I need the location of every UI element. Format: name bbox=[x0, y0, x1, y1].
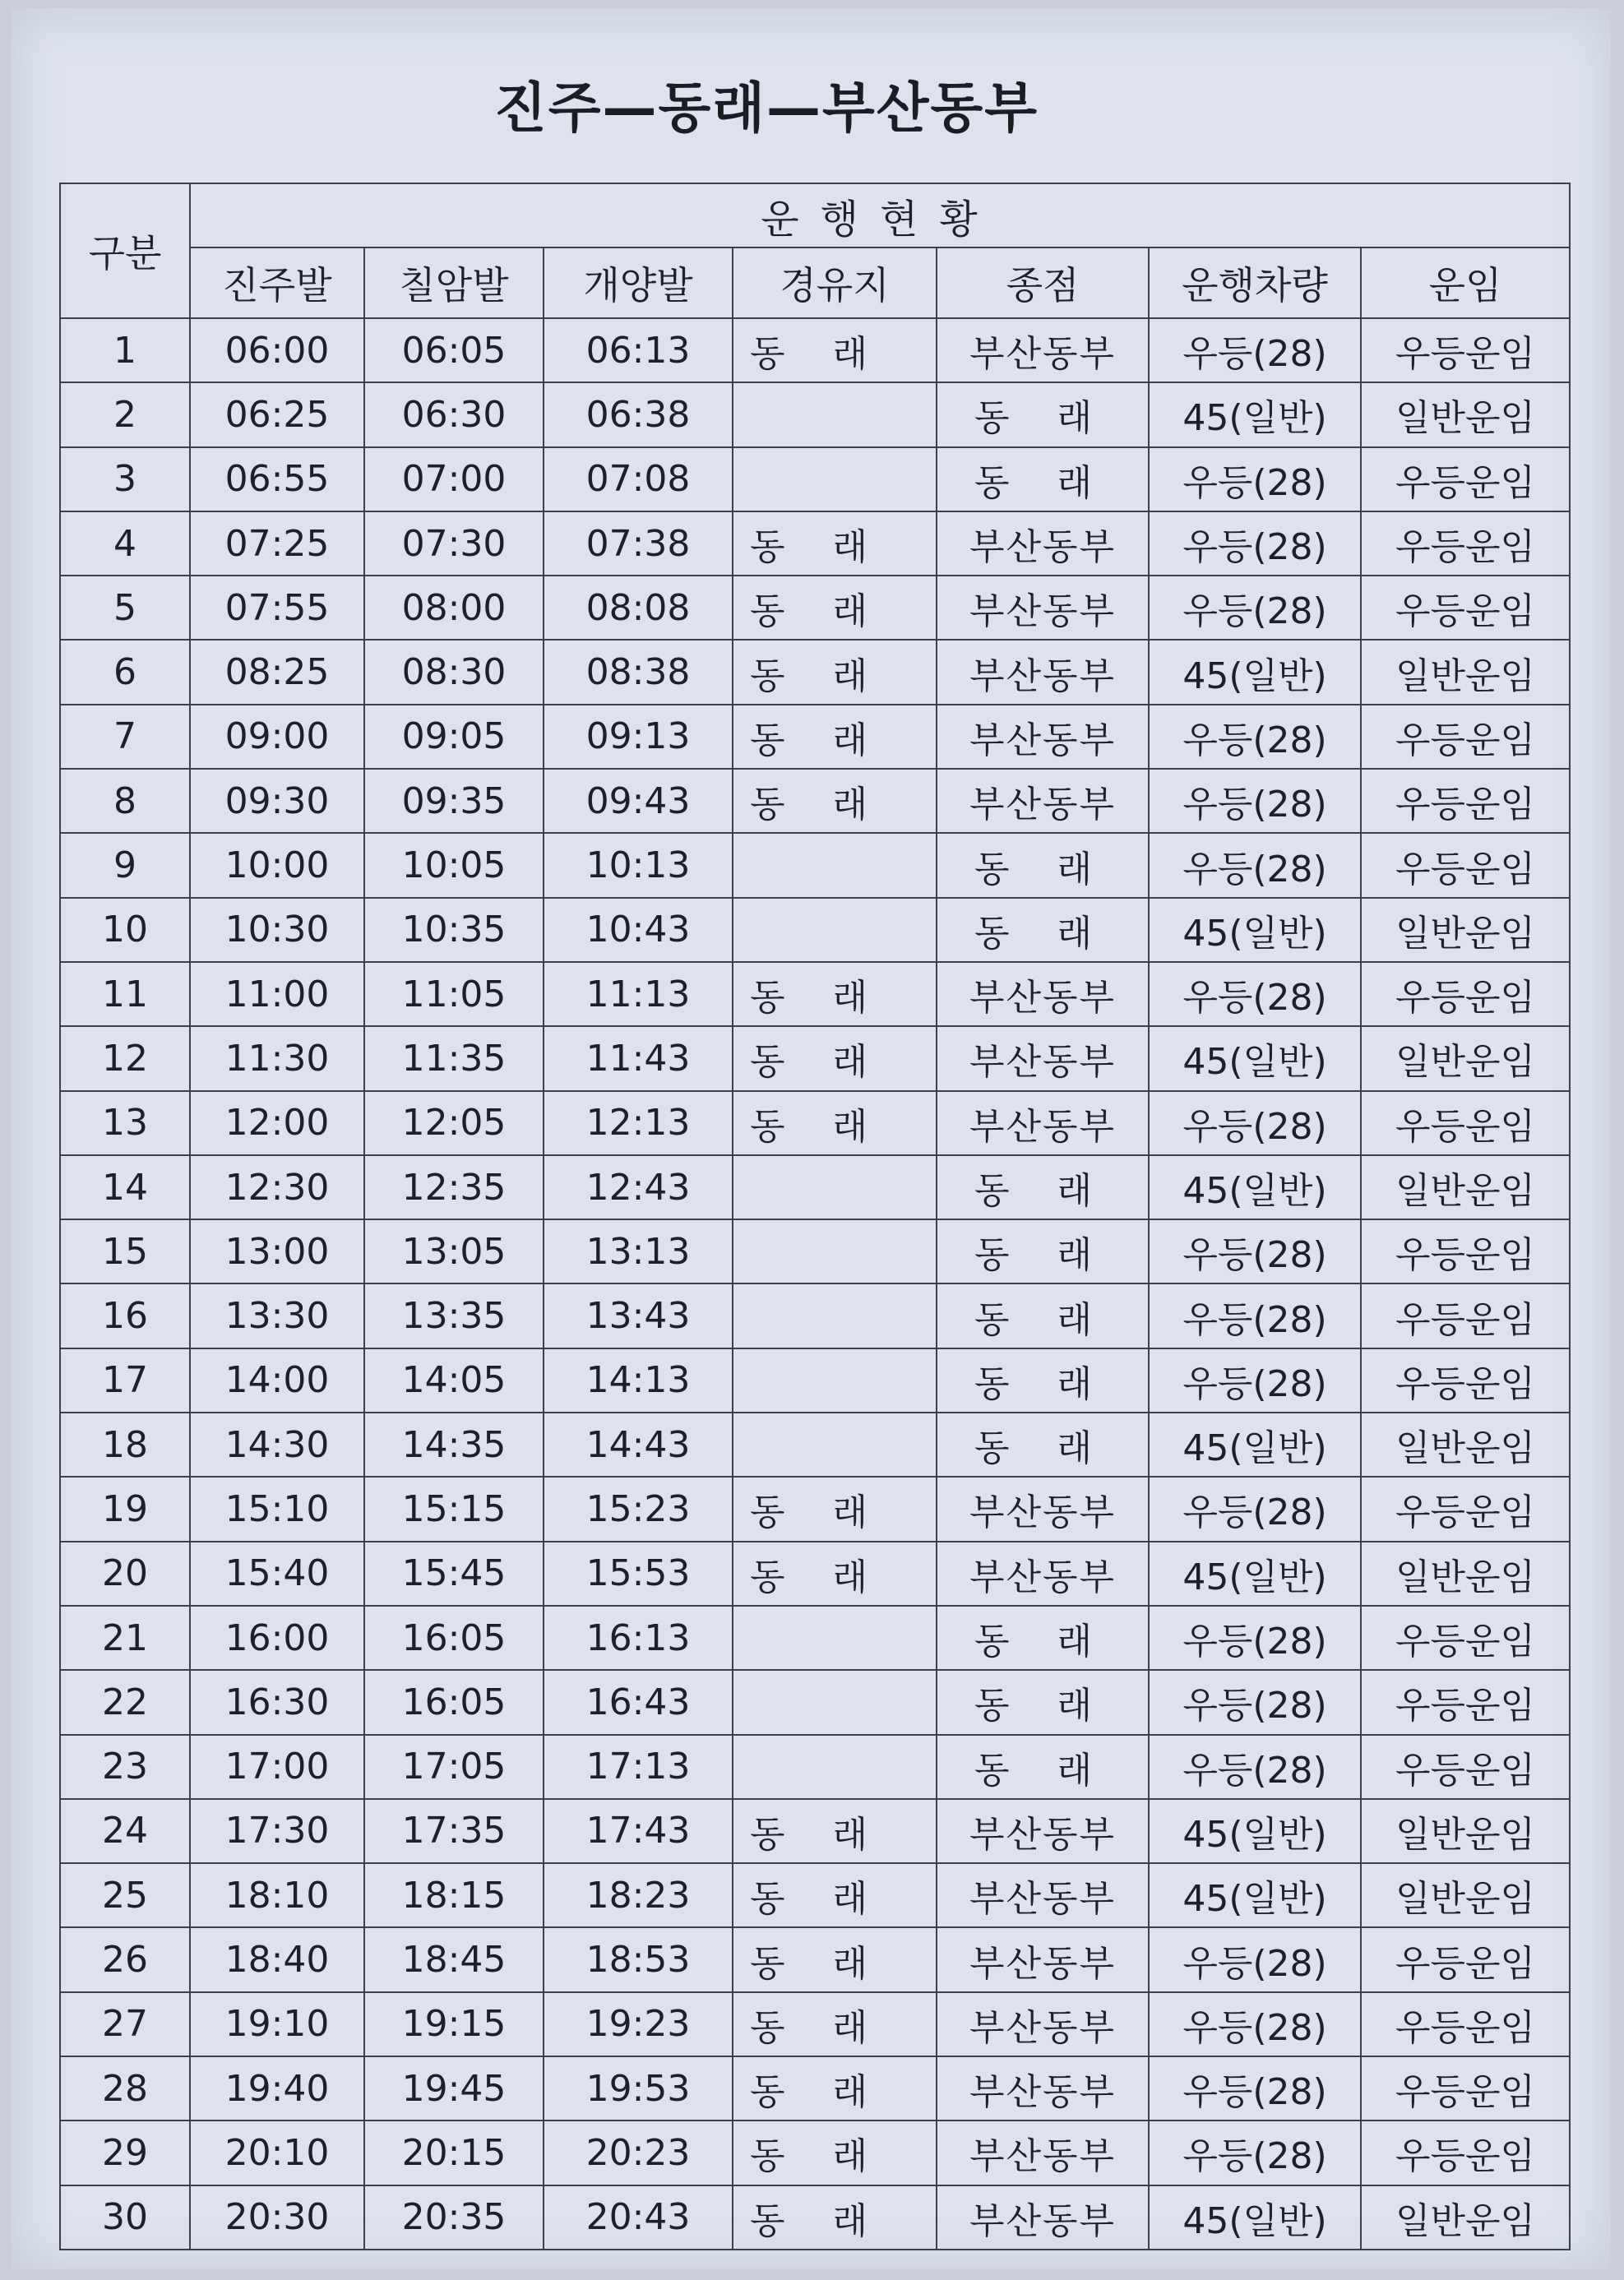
destination-cell: 부산동부 bbox=[937, 318, 1149, 382]
fare-cell: 일반운임 bbox=[1361, 1413, 1570, 1477]
fare-cell: 우등운임 bbox=[1361, 511, 1570, 576]
destination-cell: 부산동부 bbox=[937, 576, 1149, 640]
table-row bbox=[60, 1735, 1570, 1799]
fare-cell: 일반운임 bbox=[1361, 1026, 1570, 1090]
via-cell bbox=[733, 1219, 937, 1283]
destination-cell: 동 래 bbox=[937, 1348, 1149, 1413]
gaeyang-departure-cell: 06:38 bbox=[544, 382, 733, 446]
chilam-departure-cell: 20:15 bbox=[364, 2120, 544, 2185]
header-gubun: 구분 bbox=[60, 183, 190, 318]
chilam-departure-cell: 09:35 bbox=[364, 769, 544, 833]
via-cell: 동 래 bbox=[733, 2120, 937, 2185]
bus-timetable bbox=[59, 183, 1571, 2250]
jinju-departure-cell: 07:25 bbox=[190, 511, 364, 576]
via-cell bbox=[733, 1283, 937, 1348]
fare-cell: 우등운임 bbox=[1361, 833, 1570, 897]
fare-cell: 일반운임 bbox=[1361, 382, 1570, 446]
table-row bbox=[60, 962, 1570, 1026]
table-row bbox=[60, 447, 1570, 511]
destination-cell: 부산동부 bbox=[937, 1799, 1149, 1863]
chilam-departure-cell: 19:45 bbox=[364, 2056, 544, 2120]
jinju-departure-cell: 11:00 bbox=[190, 962, 364, 1026]
gaeyang-departure-cell: 20:43 bbox=[544, 2185, 733, 2250]
table-row bbox=[60, 1670, 1570, 1734]
chilam-departure-cell: 08:30 bbox=[364, 640, 544, 704]
row-number-cell: 20 bbox=[60, 1542, 190, 1606]
fare-cell: 일반운임 bbox=[1361, 1155, 1570, 1219]
table-row bbox=[60, 1348, 1570, 1413]
jinju-departure-cell: 12:30 bbox=[190, 1155, 364, 1219]
via-cell: 동 래 bbox=[733, 1799, 937, 1863]
vehicle-cell: 45(일반) bbox=[1149, 1799, 1361, 1863]
via-cell: 동 래 bbox=[733, 511, 937, 576]
via-cell: 동 래 bbox=[733, 2185, 937, 2250]
row-number-cell: 2 bbox=[60, 382, 190, 446]
fare-cell: 일반운임 bbox=[1361, 640, 1570, 704]
via-cell bbox=[733, 1413, 937, 1477]
gaeyang-departure-cell: 09:13 bbox=[544, 705, 733, 769]
gaeyang-departure-cell: 08:38 bbox=[544, 640, 733, 704]
via-cell: 동 래 bbox=[733, 1091, 937, 1155]
table-row bbox=[60, 382, 1570, 446]
via-cell: 동 래 bbox=[733, 318, 937, 382]
vehicle-cell: 우등(28) bbox=[1149, 511, 1361, 576]
row-number-cell: 4 bbox=[60, 511, 190, 576]
via-cell bbox=[733, 382, 937, 446]
fare-cell: 일반운임 bbox=[1361, 1799, 1570, 1863]
destination-cell: 부산동부 bbox=[937, 511, 1149, 576]
row-number-cell: 30 bbox=[60, 2185, 190, 2250]
fare-cell: 우등운임 bbox=[1361, 1348, 1570, 1413]
gaeyang-departure-cell: 07:38 bbox=[544, 511, 733, 576]
row-number-cell: 28 bbox=[60, 2056, 190, 2120]
table-row bbox=[60, 2056, 1570, 2120]
gaeyang-departure-cell: 15:53 bbox=[544, 1542, 733, 1606]
chilam-departure-cell: 13:35 bbox=[364, 1283, 544, 1348]
via-cell: 동 래 bbox=[733, 1477, 937, 1541]
vehicle-cell: 우등(28) bbox=[1149, 1348, 1361, 1413]
jinju-departure-cell: 15:10 bbox=[190, 1477, 364, 1541]
row-number-cell: 25 bbox=[60, 1863, 190, 1927]
jinju-departure-cell: 19:10 bbox=[190, 1992, 364, 2056]
destination-cell: 부산동부 bbox=[937, 1091, 1149, 1155]
jinju-departure-cell: 17:00 bbox=[190, 1735, 364, 1799]
fare-cell: 우등운임 bbox=[1361, 1219, 1570, 1283]
gaeyang-departure-cell: 18:23 bbox=[544, 1863, 733, 1927]
chilam-departure-cell: 10:05 bbox=[364, 833, 544, 897]
vehicle-cell: 우등(28) bbox=[1149, 769, 1361, 833]
vehicle-cell: 우등(28) bbox=[1149, 1670, 1361, 1734]
vehicle-cell: 우등(28) bbox=[1149, 1606, 1361, 1670]
jinju-departure-cell: 13:00 bbox=[190, 1219, 364, 1283]
chilam-departure-cell: 17:05 bbox=[364, 1735, 544, 1799]
jinju-departure-cell: 07:55 bbox=[190, 576, 364, 640]
header-chilam-departure: 칠암발 bbox=[364, 247, 544, 318]
jinju-departure-cell: 20:10 bbox=[190, 2120, 364, 2185]
vehicle-cell: 우등(28) bbox=[1149, 318, 1361, 382]
vehicle-cell: 우등(28) bbox=[1149, 1477, 1361, 1541]
chilam-departure-cell: 14:35 bbox=[364, 1413, 544, 1477]
row-number-cell: 1 bbox=[60, 318, 190, 382]
jinju-departure-cell: 19:40 bbox=[190, 2056, 364, 2120]
row-number-cell: 18 bbox=[60, 1413, 190, 1477]
chilam-departure-cell: 16:05 bbox=[364, 1606, 544, 1670]
destination-cell: 부산동부 bbox=[937, 1927, 1149, 1991]
via-cell: 동 래 bbox=[733, 640, 937, 704]
chilam-departure-cell: 08:00 bbox=[364, 576, 544, 640]
gaeyang-departure-cell: 11:13 bbox=[544, 962, 733, 1026]
vehicle-cell: 우등(28) bbox=[1149, 2056, 1361, 2120]
via-cell: 동 래 bbox=[733, 962, 937, 1026]
gaeyang-departure-cell: 12:13 bbox=[544, 1091, 733, 1155]
row-number-cell: 14 bbox=[60, 1155, 190, 1219]
row-number-cell: 15 bbox=[60, 1219, 190, 1283]
jinju-departure-cell: 13:30 bbox=[190, 1283, 364, 1348]
header-fare: 운임 bbox=[1361, 247, 1570, 318]
row-number-cell: 5 bbox=[60, 576, 190, 640]
gaeyang-departure-cell: 15:23 bbox=[544, 1477, 733, 1541]
via-cell: 동 래 bbox=[733, 1542, 937, 1606]
via-cell: 동 래 bbox=[733, 705, 937, 769]
table-row bbox=[60, 1799, 1570, 1863]
chilam-departure-cell: 11:05 bbox=[364, 962, 544, 1026]
jinju-departure-cell: 17:30 bbox=[190, 1799, 364, 1863]
fare-cell: 우등운임 bbox=[1361, 962, 1570, 1026]
fare-cell: 우등운임 bbox=[1361, 1927, 1570, 1991]
vehicle-cell: 45(일반) bbox=[1149, 382, 1361, 446]
jinju-departure-cell: 11:30 bbox=[190, 1026, 364, 1090]
table-row bbox=[60, 1026, 1570, 1090]
destination-cell: 동 래 bbox=[937, 1670, 1149, 1734]
header-gaeyang-departure: 개양발 bbox=[544, 247, 733, 318]
fare-cell: 일반운임 bbox=[1361, 898, 1570, 962]
table-row bbox=[60, 1283, 1570, 1348]
table-row bbox=[60, 1219, 1570, 1283]
vehicle-cell: 45(일반) bbox=[1149, 1413, 1361, 1477]
row-number-cell: 11 bbox=[60, 962, 190, 1026]
via-cell bbox=[733, 898, 937, 962]
jinju-departure-cell: 10:00 bbox=[190, 833, 364, 897]
gaeyang-departure-cell: 18:53 bbox=[544, 1927, 733, 1991]
vehicle-cell: 45(일반) bbox=[1149, 1542, 1361, 1606]
table-row bbox=[60, 1606, 1570, 1670]
gaeyang-departure-cell: 06:13 bbox=[544, 318, 733, 382]
row-number-cell: 17 bbox=[60, 1348, 190, 1413]
vehicle-cell: 우등(28) bbox=[1149, 705, 1361, 769]
jinju-departure-cell: 06:00 bbox=[190, 318, 364, 382]
via-cell: 동 래 bbox=[733, 1863, 937, 1927]
jinju-departure-cell: 09:30 bbox=[190, 769, 364, 833]
destination-cell: 동 래 bbox=[937, 447, 1149, 511]
vehicle-cell: 우등(28) bbox=[1149, 1283, 1361, 1348]
vehicle-cell: 우등(28) bbox=[1149, 1091, 1361, 1155]
gaeyang-departure-cell: 20:23 bbox=[544, 2120, 733, 2185]
row-number-cell: 22 bbox=[60, 1670, 190, 1734]
destination-cell: 부산동부 bbox=[937, 2120, 1149, 2185]
row-number-cell: 23 bbox=[60, 1735, 190, 1799]
header-jinju-departure: 진주발 bbox=[190, 247, 364, 318]
row-number-cell: 16 bbox=[60, 1283, 190, 1348]
fare-cell: 우등운임 bbox=[1361, 2056, 1570, 2120]
destination-cell: 부산동부 bbox=[937, 1992, 1149, 2056]
header-via: 경유지 bbox=[733, 247, 937, 318]
vehicle-cell: 우등(28) bbox=[1149, 576, 1361, 640]
destination-cell: 부산동부 bbox=[937, 769, 1149, 833]
chilam-departure-cell: 10:35 bbox=[364, 898, 544, 962]
row-number-cell: 19 bbox=[60, 1477, 190, 1541]
destination-cell: 동 래 bbox=[937, 1283, 1149, 1348]
via-cell bbox=[733, 1606, 937, 1670]
jinju-departure-cell: 14:00 bbox=[190, 1348, 364, 1413]
jinju-departure-cell: 14:30 bbox=[190, 1413, 364, 1477]
row-number-cell: 21 bbox=[60, 1606, 190, 1670]
via-cell bbox=[733, 1670, 937, 1734]
fare-cell: 우등운임 bbox=[1361, 318, 1570, 382]
gaeyang-departure-cell: 07:08 bbox=[544, 447, 733, 511]
jinju-departure-cell: 09:00 bbox=[190, 705, 364, 769]
fare-cell: 우등운임 bbox=[1361, 576, 1570, 640]
gaeyang-departure-cell: 19:23 bbox=[544, 1992, 733, 2056]
chilam-departure-cell: 13:05 bbox=[364, 1219, 544, 1283]
destination-cell: 부산동부 bbox=[937, 2056, 1149, 2120]
vehicle-cell: 우등(28) bbox=[1149, 962, 1361, 1026]
destination-cell: 부산동부 bbox=[937, 705, 1149, 769]
destination-cell: 동 래 bbox=[937, 1735, 1149, 1799]
jinju-departure-cell: 06:25 bbox=[190, 382, 364, 446]
table-row bbox=[60, 1542, 1570, 1606]
vehicle-cell: 45(일반) bbox=[1149, 898, 1361, 962]
chilam-departure-cell: 14:05 bbox=[364, 1348, 544, 1413]
via-cell bbox=[733, 1735, 937, 1799]
row-number-cell: 12 bbox=[60, 1026, 190, 1090]
header-operation-status: 운행현황 bbox=[190, 183, 1570, 247]
table-row bbox=[60, 1413, 1570, 1477]
jinju-departure-cell: 06:55 bbox=[190, 447, 364, 511]
chilam-departure-cell: 18:45 bbox=[364, 1927, 544, 1991]
fare-cell: 우등운임 bbox=[1361, 2120, 1570, 2185]
gaeyang-departure-cell: 16:43 bbox=[544, 1670, 733, 1734]
timetable-sheet bbox=[12, 8, 1611, 2269]
row-number-cell: 13 bbox=[60, 1091, 190, 1155]
fare-cell: 우등운임 bbox=[1361, 1735, 1570, 1799]
table-row bbox=[60, 1477, 1570, 1541]
via-cell: 동 래 bbox=[733, 1026, 937, 1090]
table-row bbox=[60, 833, 1570, 897]
via-cell: 동 래 bbox=[733, 1992, 937, 2056]
gaeyang-departure-cell: 19:53 bbox=[544, 2056, 733, 2120]
chilam-departure-cell: 19:15 bbox=[364, 1992, 544, 2056]
chilam-departure-cell: 15:45 bbox=[364, 1542, 544, 1606]
vehicle-cell: 45(일반) bbox=[1149, 2185, 1361, 2250]
gaeyang-departure-cell: 13:43 bbox=[544, 1283, 733, 1348]
row-number-cell: 3 bbox=[60, 447, 190, 511]
header-destination: 종점 bbox=[937, 247, 1149, 318]
destination-cell: 부산동부 bbox=[937, 1477, 1149, 1541]
row-number-cell: 27 bbox=[60, 1992, 190, 2056]
vehicle-cell: 우등(28) bbox=[1149, 447, 1361, 511]
destination-cell: 동 래 bbox=[937, 898, 1149, 962]
table-row bbox=[60, 1091, 1570, 1155]
chilam-departure-cell: 20:35 bbox=[364, 2185, 544, 2250]
destination-cell: 부산동부 bbox=[937, 1863, 1149, 1927]
chilam-departure-cell: 12:05 bbox=[364, 1091, 544, 1155]
fare-cell: 우등운임 bbox=[1361, 769, 1570, 833]
vehicle-cell: 45(일반) bbox=[1149, 1026, 1361, 1090]
fare-cell: 우등운임 bbox=[1361, 1283, 1570, 1348]
chilam-departure-cell: 18:15 bbox=[364, 1863, 544, 1927]
row-number-cell: 9 bbox=[60, 833, 190, 897]
table-row bbox=[60, 898, 1570, 962]
chilam-departure-cell: 07:00 bbox=[364, 447, 544, 511]
via-cell bbox=[733, 1155, 937, 1219]
row-number-cell: 29 bbox=[60, 2120, 190, 2185]
table-row bbox=[60, 1863, 1570, 1927]
destination-cell: 동 래 bbox=[937, 1219, 1149, 1283]
table-row bbox=[60, 318, 1570, 382]
gaeyang-departure-cell: 12:43 bbox=[544, 1155, 733, 1219]
table-row bbox=[60, 1927, 1570, 1991]
gaeyang-departure-cell: 13:13 bbox=[544, 1219, 733, 1283]
destination-cell: 부산동부 bbox=[937, 1026, 1149, 1090]
gaeyang-departure-cell: 10:13 bbox=[544, 833, 733, 897]
destination-cell: 동 래 bbox=[937, 833, 1149, 897]
vehicle-cell: 우등(28) bbox=[1149, 2120, 1361, 2185]
vehicle-cell: 45(일반) bbox=[1149, 640, 1361, 704]
destination-cell: 동 래 bbox=[937, 1606, 1149, 1670]
destination-cell: 부산동부 bbox=[937, 962, 1149, 1026]
table-row bbox=[60, 1155, 1570, 1219]
row-number-cell: 10 bbox=[60, 898, 190, 962]
vehicle-cell: 45(일반) bbox=[1149, 1155, 1361, 1219]
via-cell bbox=[733, 447, 937, 511]
fare-cell: 일반운임 bbox=[1361, 1542, 1570, 1606]
table-row bbox=[60, 576, 1570, 640]
vehicle-cell: 45(일반) bbox=[1149, 1863, 1361, 1927]
row-number-cell: 26 bbox=[60, 1927, 190, 1991]
vehicle-cell: 우등(28) bbox=[1149, 833, 1361, 897]
gaeyang-departure-cell: 16:13 bbox=[544, 1606, 733, 1670]
table-row bbox=[60, 705, 1570, 769]
chilam-departure-cell: 15:15 bbox=[364, 1477, 544, 1541]
gaeyang-departure-cell: 17:13 bbox=[544, 1735, 733, 1799]
table-row bbox=[60, 769, 1570, 833]
vehicle-cell: 우등(28) bbox=[1149, 1927, 1361, 1991]
destination-cell: 부산동부 bbox=[937, 2185, 1149, 2250]
jinju-departure-cell: 16:30 bbox=[190, 1670, 364, 1734]
chilam-departure-cell: 09:05 bbox=[364, 705, 544, 769]
row-number-cell: 7 bbox=[60, 705, 190, 769]
fare-cell: 우등운임 bbox=[1361, 1477, 1570, 1541]
page-title: 진주—동래—부산동부 bbox=[493, 76, 1039, 140]
gaeyang-departure-cell: 11:43 bbox=[544, 1026, 733, 1090]
destination-cell: 동 래 bbox=[937, 1155, 1149, 1219]
vehicle-cell: 우등(28) bbox=[1149, 1219, 1361, 1283]
chilam-departure-cell: 12:35 bbox=[364, 1155, 544, 1219]
chilam-departure-cell: 16:05 bbox=[364, 1670, 544, 1734]
jinju-departure-cell: 12:00 bbox=[190, 1091, 364, 1155]
jinju-departure-cell: 16:00 bbox=[190, 1606, 364, 1670]
via-cell: 동 래 bbox=[733, 769, 937, 833]
table-row bbox=[60, 2120, 1570, 2185]
via-cell: 동 래 bbox=[733, 576, 937, 640]
table-row bbox=[60, 640, 1570, 704]
gaeyang-departure-cell: 14:13 bbox=[544, 1348, 733, 1413]
destination-cell: 동 래 bbox=[937, 382, 1149, 446]
jinju-departure-cell: 18:10 bbox=[190, 1863, 364, 1927]
vehicle-cell: 우등(28) bbox=[1149, 1735, 1361, 1799]
fare-cell: 우등운임 bbox=[1361, 1091, 1570, 1155]
via-cell bbox=[733, 1348, 937, 1413]
gaeyang-departure-cell: 14:43 bbox=[544, 1413, 733, 1477]
table-row bbox=[60, 1992, 1570, 2056]
via-cell: 동 래 bbox=[733, 1927, 937, 1991]
header-vehicle: 운행차량 bbox=[1149, 247, 1361, 318]
gaeyang-departure-cell: 17:43 bbox=[544, 1799, 733, 1863]
row-number-cell: 6 bbox=[60, 640, 190, 704]
vehicle-cell: 우등(28) bbox=[1149, 1992, 1361, 2056]
chilam-departure-cell: 06:05 bbox=[364, 318, 544, 382]
fare-cell: 우등운임 bbox=[1361, 705, 1570, 769]
fare-cell: 우등운임 bbox=[1361, 1992, 1570, 2056]
destination-cell: 동 래 bbox=[937, 1413, 1149, 1477]
via-cell bbox=[733, 833, 937, 897]
jinju-departure-cell: 18:40 bbox=[190, 1927, 364, 1991]
via-cell: 동 래 bbox=[733, 2056, 937, 2120]
jinju-departure-cell: 20:30 bbox=[190, 2185, 364, 2250]
gaeyang-departure-cell: 09:43 bbox=[544, 769, 733, 833]
destination-cell: 부산동부 bbox=[937, 1542, 1149, 1606]
fare-cell: 일반운임 bbox=[1361, 2185, 1570, 2250]
fare-cell: 일반운임 bbox=[1361, 1863, 1570, 1927]
jinju-departure-cell: 10:30 bbox=[190, 898, 364, 962]
table-row bbox=[60, 2185, 1570, 2250]
chilam-departure-cell: 11:35 bbox=[364, 1026, 544, 1090]
fare-cell: 우등운임 bbox=[1361, 1670, 1570, 1734]
timetable-body bbox=[60, 318, 1570, 2250]
fare-cell: 우등운임 bbox=[1361, 1606, 1570, 1670]
chilam-departure-cell: 17:35 bbox=[364, 1799, 544, 1863]
row-number-cell: 24 bbox=[60, 1799, 190, 1863]
gaeyang-departure-cell: 10:43 bbox=[544, 898, 733, 962]
table-row bbox=[60, 511, 1570, 576]
fare-cell: 우등운임 bbox=[1361, 447, 1570, 511]
destination-cell: 부산동부 bbox=[937, 640, 1149, 704]
jinju-departure-cell: 08:25 bbox=[190, 640, 364, 704]
chilam-departure-cell: 06:30 bbox=[364, 382, 544, 446]
row-number-cell: 8 bbox=[60, 769, 190, 833]
chilam-departure-cell: 07:30 bbox=[364, 511, 544, 576]
jinju-departure-cell: 15:40 bbox=[190, 1542, 364, 1606]
gaeyang-departure-cell: 08:08 bbox=[544, 576, 733, 640]
